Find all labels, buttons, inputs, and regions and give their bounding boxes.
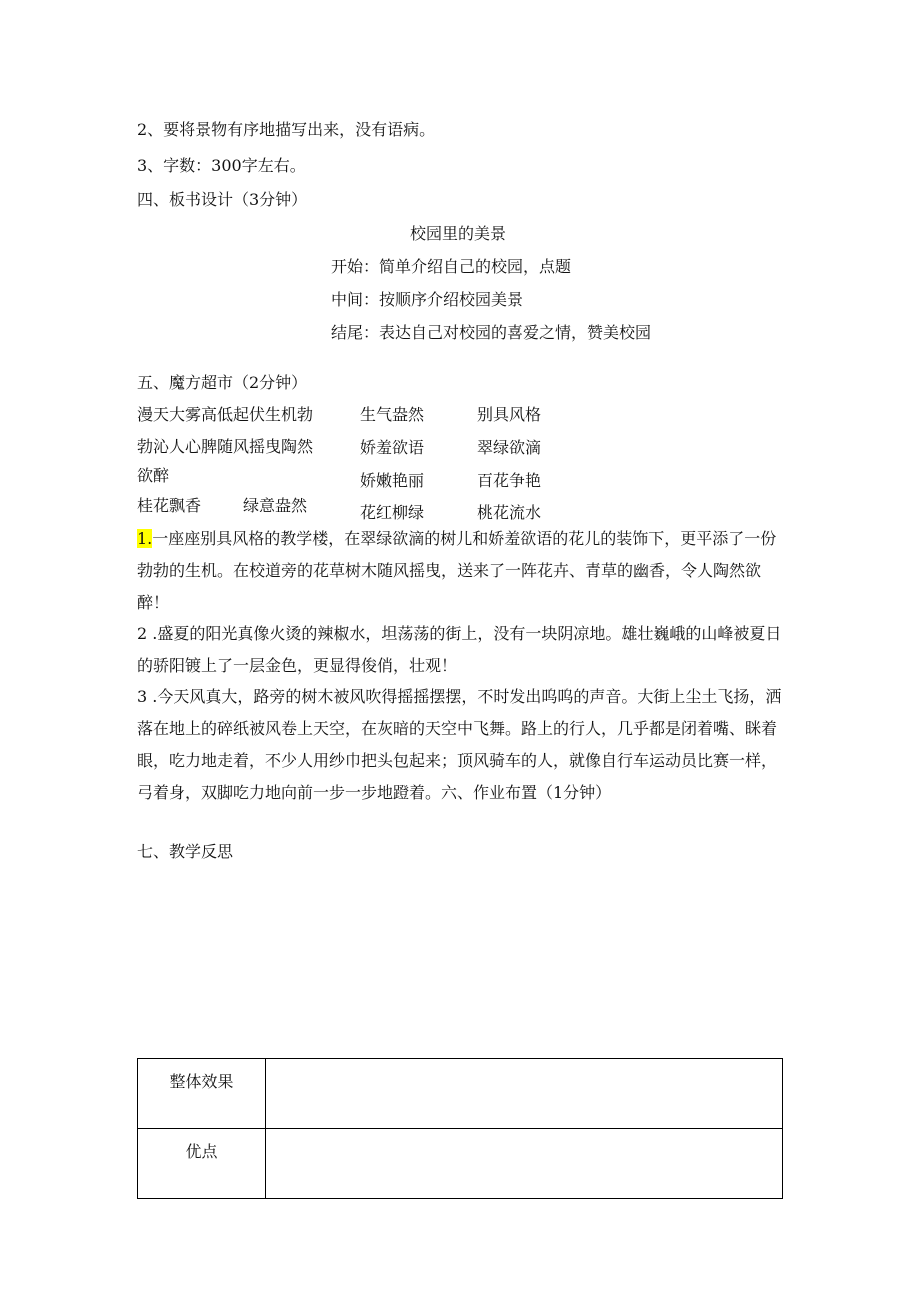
table-value-cell[interactable] [266,1059,783,1129]
board-title: 校园里的美景 [410,224,507,243]
example-number-highlighted: 1. [137,529,153,548]
table-label-cell: 整体效果 [138,1059,266,1129]
word-list-col1-line: 欲醉 [137,466,170,485]
word-list-col1-line: 漫天大雾高低起伏生机勃 [137,405,314,424]
table-value-cell[interactable] [266,1129,783,1199]
board-line-end: 结尾：表达自己对校园的喜爱之情，赞美校园 [331,323,652,342]
requirement-item-3: 3、字数：300字左右。 [137,156,306,175]
table-row [138,1129,783,1199]
word-list-item: 娇嫩艳丽 [360,471,425,490]
word-list-item: 花红柳绿 [360,503,425,522]
word-list-item: 桃花流水 [477,503,542,522]
word-list-item: 别具风格 [477,405,542,424]
word-list-item: 百花争艳 [477,471,542,490]
word-list-col1-line: 勃沁人心脾随风摇曳陶然 [137,437,314,456]
board-line-start: 开始：简单介绍自己的校园，点题 [331,257,572,276]
example-paragraph-2 [137,618,789,682]
word-list-item: 桂花飘香 [137,496,202,515]
word-list-item: 绿意盎然 [243,496,308,515]
example-text: 盛夏的阳光真像火烫的辣椒水，坦荡荡的街上，没有一块阴凉地。雄壮巍峨的山峰被夏日的骄阳镀上了一层金色，更显得俊俏，壮观！ [137,624,782,675]
section-7-heading: 七、教学反思 [137,842,234,861]
example-text: 今天风真大，路旁的树木被风吹得摇摇摆摆，不时发出呜呜的声音。大街上尘土飞扬，洒落在地上的碎纸被风卷上天空，在灰暗的天空中飞舞。路上的行人，几乎都是闭着嘴、眯着眼，吃力地走着，不少人用纱巾把头包起来；顶风骑车的人，就像自行车运动员比赛一样，弓着身，双脚吃力地向前一步一步地蹬着。六、作业布置（1分钟） [137,687,782,802]
word-list-item: 生气盎然 [360,405,425,424]
table-row [138,1059,783,1129]
section-5-heading: 五、魔方超市（2分钟） [137,373,308,392]
requirement-item-2: 2、要将景物有序地描写出来，没有语病。 [137,120,436,139]
example-text: 一座座别具风格的教学楼，在翠绿欲滴的树儿和娇羞欲语的花儿的装饰下，更平添了一份勃勃的生机。在校道旁的花草树木随风摇曳，送来了一阵花卉、青草的幽香，令人陶然欲醉！ [137,529,777,612]
example-number: 2 . [137,624,158,643]
board-line-middle: 中间：按顺序介绍校园美景 [331,290,524,309]
word-list-item: 翠绿欲滴 [477,438,542,457]
example-paragraph-3 [137,681,789,809]
table-label-cell: 优点 [138,1129,266,1199]
word-list-item: 娇羞欲语 [360,438,425,457]
section-4-heading: 四、板书设计（3分钟） [137,190,308,209]
evaluation-table [137,1058,783,1199]
example-paragraph-1 [137,523,789,619]
example-number: 3 . [137,687,158,706]
